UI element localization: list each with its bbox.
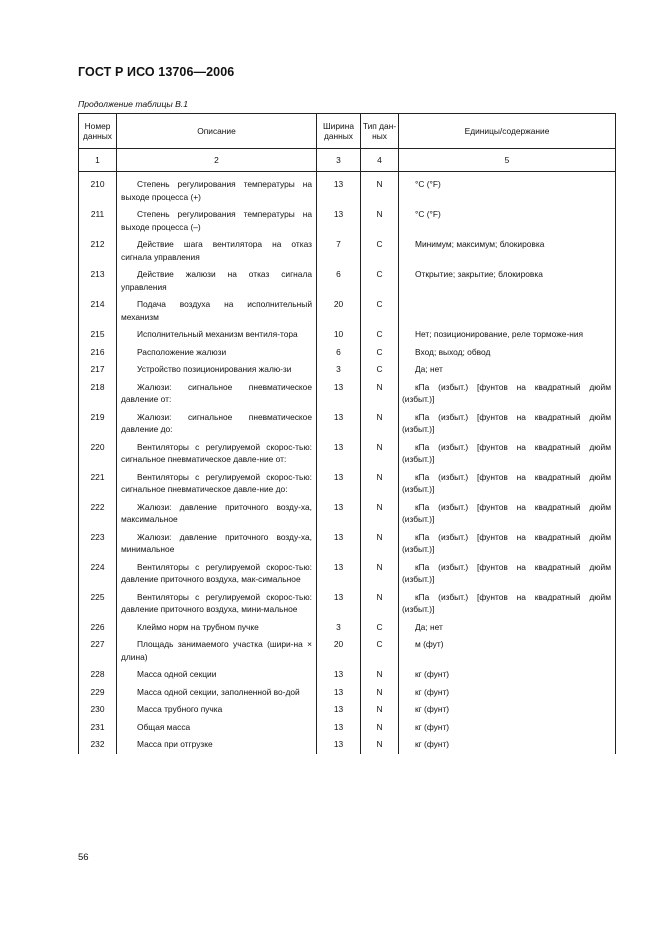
data-width-cell: 13 [317, 206, 361, 236]
data-type-cell: N [361, 206, 399, 236]
data-type-cell: C [361, 236, 399, 266]
data-number-cell: 223 [79, 529, 117, 559]
units-cell [399, 469, 616, 499]
data-number-cell: 222 [79, 499, 117, 529]
data-number-cell: 218 [79, 379, 117, 409]
data-width-cell: 13 [317, 589, 361, 619]
units-text: Да; нет [415, 621, 443, 632]
units-text: кПа (избыт.) [фунтов на квадратный дюйм (избыт.)] [402, 441, 611, 464]
table-row [79, 469, 616, 499]
units-text: Открытие; закрытие; блокировка [415, 269, 543, 279]
units-cell [399, 296, 616, 326]
table-row [79, 666, 616, 684]
table-row [79, 361, 616, 379]
page-number: 56 [78, 852, 89, 863]
description-cell [117, 266, 317, 296]
data-number-cell: 224 [79, 559, 117, 589]
data-type-cell: C [361, 636, 399, 666]
units-cell [399, 439, 616, 469]
table-row [79, 499, 616, 529]
description-text: Масса трубного пучка [137, 704, 223, 714]
table-row [79, 206, 616, 236]
data-number-cell: 230 [79, 701, 117, 719]
data-number-cell: 211 [79, 206, 117, 236]
description-cell [117, 236, 317, 266]
data-width-cell: 3 [317, 619, 361, 637]
units-cell [399, 619, 616, 637]
data-width-cell: 6 [317, 266, 361, 296]
units-cell [399, 666, 616, 684]
units-text: кПа (избыт.) [фунтов на квадратный дюйм (избыт.)] [402, 531, 611, 554]
table-row [79, 736, 616, 754]
description-text: Вентиляторы с регулируемой скорос-тью: давление приточного воздуха, мак-симальное [121, 561, 312, 584]
description-text: Степень регулирования температуры на выходе процесса (+) [121, 179, 312, 202]
data-width-cell: 13 [317, 701, 361, 719]
table-row [79, 296, 616, 326]
data-number-cell: 232 [79, 736, 117, 754]
table-row [79, 344, 616, 362]
units-cell [399, 736, 616, 754]
table-row [79, 719, 616, 737]
table-row [79, 701, 616, 719]
data-number-cell: 213 [79, 266, 117, 296]
table-header-row [79, 114, 616, 149]
data-width-cell: 13 [317, 666, 361, 684]
description-cell [117, 409, 317, 439]
data-width-cell: 20 [317, 636, 361, 666]
description-cell [117, 736, 317, 754]
units-cell [399, 529, 616, 559]
description-cell [117, 619, 317, 637]
description-text: Общая масса [137, 721, 191, 732]
description-text: Площадь занимаемого участка (шири-на × длина) [121, 639, 312, 662]
table-row [79, 589, 616, 619]
description-text: Вентиляторы с регулируемой скорос-тью: давление приточного воздуха, мини-мальное [121, 591, 312, 614]
column-header: Единицы/содержание [399, 114, 616, 149]
description-cell [117, 589, 317, 619]
data-number-cell: 226 [79, 619, 117, 637]
description-text: Масса одной секции [137, 669, 217, 679]
description-cell [117, 719, 317, 737]
data-width-cell: 7 [317, 236, 361, 266]
data-type-cell: N [361, 469, 399, 499]
description-text: Исполнительный механизм вентиля-тора [137, 329, 298, 339]
data-table [78, 113, 616, 754]
column-header: Тип дан-ных [361, 114, 399, 149]
data-width-cell: 13 [317, 379, 361, 409]
units-cell [399, 326, 616, 344]
column-number: 4 [361, 149, 399, 172]
units-text: кПа (избыт.) [фунтов на квадратный дюйм (избыт.)] [402, 411, 611, 434]
column-header: Ширина данных [317, 114, 361, 149]
column-number: 3 [317, 149, 361, 172]
data-number-cell: 220 [79, 439, 117, 469]
document-header: ГОСТ Р ИСО 13706—2006 [78, 65, 235, 79]
data-width-cell: 13 [317, 172, 361, 207]
units-text: °C (°F) [415, 179, 441, 189]
data-type-cell: C [361, 266, 399, 296]
data-number-cell: 219 [79, 409, 117, 439]
units-cell [399, 379, 616, 409]
table-row [79, 619, 616, 637]
data-type-cell: N [361, 409, 399, 439]
data-width-cell: 6 [317, 344, 361, 362]
units-cell [399, 266, 616, 296]
data-type-cell: C [361, 344, 399, 362]
description-text: Жалюзи: давление приточного возду-ха, минимальное [121, 531, 312, 554]
units-text: Да; нет [415, 364, 443, 374]
table-row [79, 379, 616, 409]
units-cell [399, 361, 616, 379]
data-width-cell: 13 [317, 409, 361, 439]
units-text: кг (фунт) [415, 686, 450, 697]
description-text: Клеймо норм на трубном пучке [137, 621, 259, 632]
data-type-cell: N [361, 684, 399, 702]
description-text: Вентиляторы с регулируемой скорос-тью: сигнальное пневматическое давле-ние до: [121, 471, 312, 494]
description-cell [117, 529, 317, 559]
description-text: Действие жалюзи на отказ сигнала управления [121, 269, 312, 292]
units-text: кПа (избыт.) [фунтов на квадратный дюйм (избыт.)] [402, 591, 611, 614]
data-number-cell: 229 [79, 684, 117, 702]
description-text: Расположение жалюзи [137, 346, 227, 357]
data-type-cell: N [361, 701, 399, 719]
description-cell [117, 172, 317, 207]
table-row [79, 439, 616, 469]
table-caption: Продолжение таблицы В.1 [78, 99, 188, 109]
data-number-cell: 221 [79, 469, 117, 499]
units-text: кг (фунт) [415, 721, 450, 732]
column-number-row [79, 149, 616, 172]
data-number-cell: 210 [79, 172, 117, 207]
data-type-cell: N [361, 736, 399, 754]
data-type-cell: N [361, 559, 399, 589]
data-width-cell: 20 [317, 296, 361, 326]
data-type-cell: C [361, 361, 399, 379]
data-number-cell: 216 [79, 344, 117, 362]
units-text: Вход; выход; обвод [415, 346, 491, 357]
description-text: Жалюзи: сигнальное пневматическое давление до: [121, 411, 312, 434]
data-type-cell: N [361, 499, 399, 529]
data-type-cell: N [361, 529, 399, 559]
data-type-cell: C [361, 619, 399, 637]
units-text: м (фут) [415, 639, 444, 649]
description-cell [117, 379, 317, 409]
description-text: Масса при отгрузке [137, 739, 213, 749]
units-text: кПа (избыт.) [фунтов на квадратный дюйм (избыт.)] [402, 561, 611, 584]
data-width-cell: 13 [317, 469, 361, 499]
units-cell [399, 589, 616, 619]
units-cell [399, 344, 616, 362]
units-text: кг (фунт) [415, 704, 450, 714]
data-number-cell: 214 [79, 296, 117, 326]
data-number-cell: 231 [79, 719, 117, 737]
data-number-cell: 217 [79, 361, 117, 379]
table-row [79, 326, 616, 344]
table-row [79, 636, 616, 666]
data-type-cell: N [361, 589, 399, 619]
description-cell [117, 439, 317, 469]
data-width-cell: 13 [317, 684, 361, 702]
data-width-cell: 13 [317, 559, 361, 589]
description-text: Подача воздуха на исполнительный механизм [121, 299, 312, 322]
data-number-cell: 212 [79, 236, 117, 266]
units-text: кг (фунт) [415, 669, 450, 679]
description-text: Масса одной секции, заполненной во-дой [137, 686, 300, 697]
description-cell [117, 469, 317, 499]
data-width-cell: 3 [317, 361, 361, 379]
units-text: Минимум; максимум; блокировка [415, 239, 545, 249]
units-text: кПа (избыт.) [фунтов на квадратный дюйм (избыт.)] [402, 471, 611, 494]
table-row [79, 236, 616, 266]
units-cell [399, 701, 616, 719]
data-width-cell: 13 [317, 499, 361, 529]
table-row [79, 266, 616, 296]
units-cell [399, 499, 616, 529]
table-row [79, 172, 616, 207]
data-width-cell: 13 [317, 529, 361, 559]
description-cell [117, 636, 317, 666]
units-text: Нет; позиционирование, реле торможе-ния [415, 329, 584, 339]
table-row [79, 559, 616, 589]
column-number: 2 [117, 149, 317, 172]
data-number-cell: 225 [79, 589, 117, 619]
data-width-cell: 13 [317, 439, 361, 469]
table-row [79, 529, 616, 559]
units-text: °C (°F) [415, 209, 441, 219]
units-cell [399, 172, 616, 207]
data-type-cell: N [361, 172, 399, 207]
data-type-cell: N [361, 719, 399, 737]
data-type-cell: N [361, 379, 399, 409]
description-text: Жалюзи: сигнальное пневматическое давление от: [121, 381, 312, 404]
column-number: 1 [79, 149, 117, 172]
column-header: Номер данных [79, 114, 117, 149]
description-cell [117, 361, 317, 379]
description-cell [117, 326, 317, 344]
table-row [79, 409, 616, 439]
units-cell [399, 559, 616, 589]
units-text: кПа (избыт.) [фунтов на квадратный дюйм (избыт.)] [402, 501, 611, 524]
data-width-cell: 10 [317, 326, 361, 344]
description-cell [117, 296, 317, 326]
description-cell [117, 666, 317, 684]
units-cell [399, 636, 616, 666]
units-cell [399, 719, 616, 737]
column-header: Описание [117, 114, 317, 149]
data-number-cell: 215 [79, 326, 117, 344]
units-text: кПа (избыт.) [фунтов на квадратный дюйм (избыт.)] [402, 381, 611, 404]
data-type-cell: C [361, 296, 399, 326]
units-text: кг (фунт) [415, 739, 450, 749]
description-text: Жалюзи: давление приточного возду-ха, максимальное [121, 501, 312, 524]
units-cell [399, 409, 616, 439]
description-cell [117, 559, 317, 589]
table-row [79, 684, 616, 702]
description-text: Вентиляторы с регулируемой скорос-тью: сигнальное пневматическое давле-ние от: [121, 441, 312, 464]
data-number-cell: 227 [79, 636, 117, 666]
data-number-cell: 228 [79, 666, 117, 684]
column-number: 5 [399, 149, 616, 172]
data-type-cell: N [361, 439, 399, 469]
description-cell [117, 499, 317, 529]
description-cell [117, 684, 317, 702]
description-cell [117, 344, 317, 362]
data-type-cell: N [361, 666, 399, 684]
description-text: Устройство позиционирования жалю-зи [137, 364, 292, 374]
units-cell [399, 206, 616, 236]
data-type-cell: C [361, 326, 399, 344]
description-cell [117, 701, 317, 719]
data-width-cell: 13 [317, 719, 361, 737]
description-text: Степень регулирования температуры на выходе процесса (–) [121, 209, 312, 232]
description-cell [117, 206, 317, 236]
units-cell [399, 236, 616, 266]
description-text: Действие шага вентилятора на отказ сигнала управления [121, 239, 312, 262]
data-width-cell: 13 [317, 736, 361, 754]
units-cell [399, 684, 616, 702]
